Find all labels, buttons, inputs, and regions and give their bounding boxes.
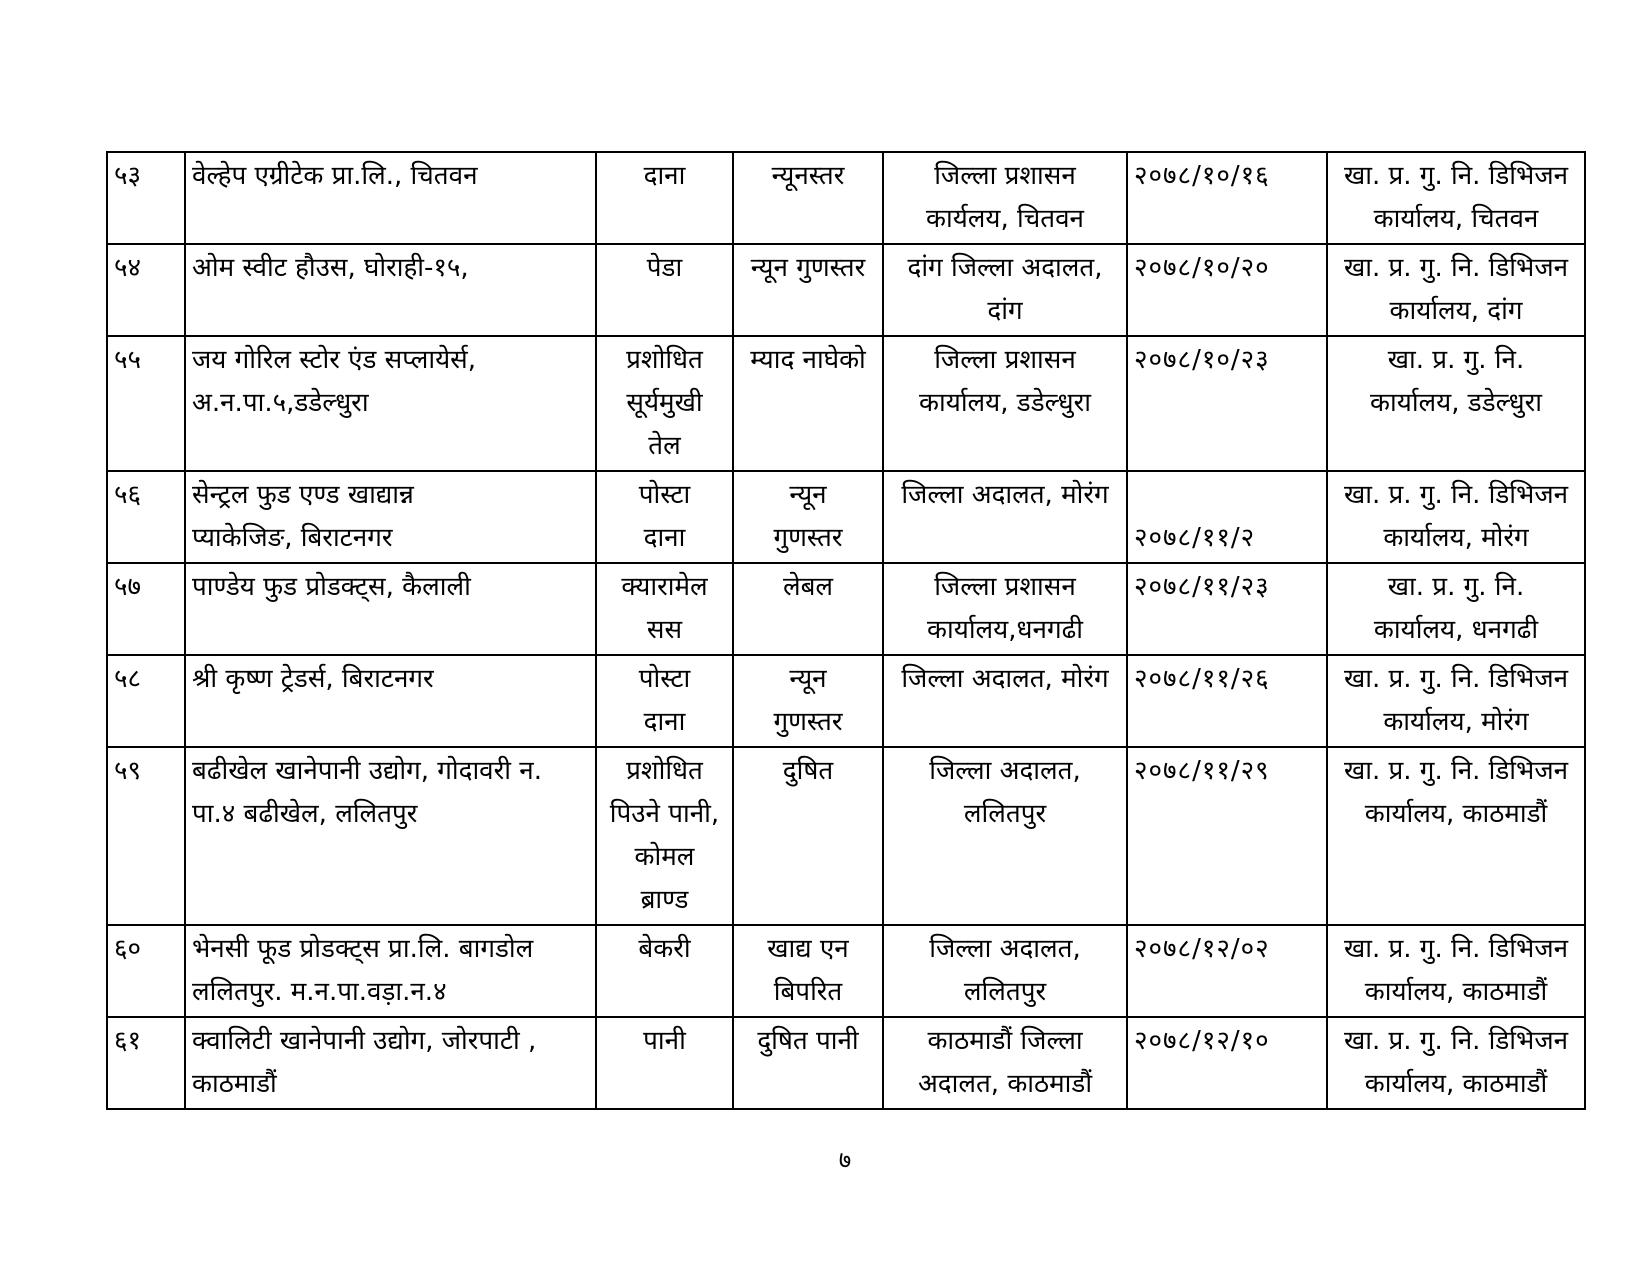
office-cell <box>1327 925 1585 1017</box>
court-cell <box>883 336 1127 471</box>
product-line: बेकरी <box>638 934 691 964</box>
court-cell <box>883 747 1127 925</box>
row-number-text: ५६ <box>114 480 142 510</box>
table-row <box>107 244 1585 336</box>
product-cell <box>596 1017 733 1109</box>
date-text: २०७८/११/२ <box>1134 523 1256 553</box>
business-name-cell <box>185 471 596 563</box>
court-line: दांग <box>987 296 1023 326</box>
row-number-text: ६० <box>114 934 142 964</box>
row-number-text: ५८ <box>114 664 142 694</box>
product-cell <box>596 244 733 336</box>
office-line: कार्यालय, काठमाडौं <box>1364 977 1548 1007</box>
business-name-cell <box>185 747 596 925</box>
product-line: दाना <box>643 161 686 191</box>
product-line: सूर्यमुखी <box>626 388 703 418</box>
product-cell <box>596 152 733 244</box>
product-line: ब्राण्ड <box>640 885 689 915</box>
product-cell <box>596 747 733 925</box>
row-number <box>107 471 185 563</box>
business-name-cell <box>185 655 596 747</box>
office-cell <box>1327 471 1585 563</box>
office-line: खा. प्र. गु. नि. डिभिजन <box>1343 480 1569 510</box>
product-line: पोस्टा <box>638 664 691 694</box>
court-line: जिल्ला अदालत, मोरंग <box>901 480 1109 510</box>
date-text: २०७८/१०/२३ <box>1134 345 1270 375</box>
date-text: २०७८/११/२९ <box>1134 756 1270 786</box>
business-name-line: सेन्ट्रल फुड एण्ड खाद्यान्न <box>192 480 414 510</box>
office-line: खा. प्र. गु. नि. <box>1387 345 1525 375</box>
row-number-text: ५७ <box>114 572 142 602</box>
issue-cell <box>733 563 883 655</box>
office-line: कार्यालय, मोरंग <box>1383 707 1529 737</box>
court-cell <box>883 925 1127 1017</box>
office-cell <box>1327 336 1585 471</box>
business-name-line: ललितपुर. म.न.पा.वड़ा.न.४ <box>192 977 447 1007</box>
product-line: दाना <box>643 707 686 737</box>
row-number-text: ५९ <box>114 756 142 786</box>
issue-line: न्यून <box>789 480 827 510</box>
office-line: कार्यालय, काठमाडौं <box>1364 1069 1548 1099</box>
business-name-line: भेनसी फूड प्रोडक्ट्स प्रा.लि. बागडोल <box>192 934 534 964</box>
row-number-text: ५३ <box>114 161 142 191</box>
issue-line: लेबल <box>782 572 834 602</box>
business-name-line: वेल्हेप एग्रीटेक प्रा.लि., चितवन <box>192 161 478 191</box>
office-line: कार्यालय, दांग <box>1389 296 1523 326</box>
office-line: खा. प्र. गु. नि. डिभिजन <box>1343 161 1569 191</box>
date-cell <box>1127 563 1327 655</box>
court-cell <box>883 1017 1127 1109</box>
date-text: २०७८/१२/१० <box>1134 1026 1270 1056</box>
court-line: कार्यालय, डडेल्धुरा <box>919 388 1091 418</box>
office-cell <box>1327 1017 1585 1109</box>
court-line: ललितपुर <box>963 799 1047 829</box>
product-line: पानी <box>643 1026 686 1056</box>
issue-cell <box>733 244 883 336</box>
office-cell <box>1327 563 1585 655</box>
product-cell <box>596 655 733 747</box>
business-name-line: श्री कृष्ण ट्रेडर्स, बिराटनगर <box>192 664 434 694</box>
date-cell <box>1127 471 1327 563</box>
product-line: पोस्टा <box>638 480 691 510</box>
office-line: कार्यालय, मोरंग <box>1383 523 1529 553</box>
business-name-line: काठमाडौं <box>192 1069 277 1099</box>
row-number <box>107 336 185 471</box>
date-text: २०७८/१०/१६ <box>1134 161 1270 191</box>
date-cell <box>1127 152 1327 244</box>
table-row <box>107 747 1585 925</box>
issue-line: बिपरित <box>773 977 843 1007</box>
product-line: दाना <box>643 523 686 553</box>
row-number <box>107 925 185 1017</box>
court-line: कार्यलय, चितवन <box>926 204 1084 234</box>
row-number <box>107 1017 185 1109</box>
row-number-text: ५५ <box>114 345 142 375</box>
office-cell <box>1327 747 1585 925</box>
product-line: प्रशोधित <box>626 756 703 786</box>
business-name-line: प्याकेजिङ, बिराटनगर <box>192 523 393 553</box>
court-line: जिल्ला अदालत, मोरंग <box>901 664 1109 694</box>
business-name-line: क्वालिटी खानेपानी उद्योग, जोरपाटी , <box>192 1026 537 1056</box>
date-cell <box>1127 244 1327 336</box>
row-number <box>107 244 185 336</box>
issue-cell <box>733 471 883 563</box>
date-text: २०७८/११/२३ <box>1134 572 1270 602</box>
page-number: ७ <box>838 1146 852 1174</box>
product-line: प्रशोधित <box>626 345 703 375</box>
table-row <box>107 471 1585 563</box>
court-line: जिल्ला अदालत, <box>929 934 1081 964</box>
office-line: खा. प्र. गु. नि. डिभिजन <box>1343 664 1569 694</box>
business-name-cell <box>185 152 596 244</box>
court-cell <box>883 655 1127 747</box>
office-line: खा. प्र. गु. नि. डिभिजन <box>1343 1026 1569 1056</box>
product-line: तेल <box>648 431 681 461</box>
table-row <box>107 925 1585 1017</box>
court-line: जिल्ला प्रशासन <box>934 345 1076 375</box>
date-text: २०७८/१२/०२ <box>1134 934 1270 964</box>
business-name-line: ओम स्वीट हौउस, घोराही-१५, <box>192 253 469 283</box>
business-name-cell <box>185 336 596 471</box>
issue-cell <box>733 747 883 925</box>
product-line: पिउने पानी, <box>609 799 720 829</box>
date-text: २०७८/१०/२० <box>1134 253 1270 283</box>
table-row <box>107 336 1585 471</box>
issue-cell <box>733 1017 883 1109</box>
issue-line: म्याद नाघेको <box>750 345 866 375</box>
issue-line: दुषित <box>782 756 834 786</box>
issue-cell <box>733 925 883 1017</box>
product-line: क्यारामेल <box>621 572 708 602</box>
table-row <box>107 655 1585 747</box>
row-number <box>107 655 185 747</box>
issue-line: गुणस्तर <box>773 523 843 553</box>
date-text: २०७८/११/२६ <box>1134 664 1270 694</box>
business-name-cell <box>185 1017 596 1109</box>
issue-cell <box>733 336 883 471</box>
business-name-cell <box>185 925 596 1017</box>
issue-line: खाद्य एन <box>767 934 849 964</box>
office-cell <box>1327 152 1585 244</box>
issue-cell <box>733 655 883 747</box>
table-row <box>107 152 1585 244</box>
office-line: कार्यालय, धनगढी <box>1373 615 1539 645</box>
product-line: पेडा <box>646 253 683 283</box>
issue-line: न्यून गुणस्तर <box>750 253 866 283</box>
date-cell <box>1127 1017 1327 1109</box>
date-cell <box>1127 925 1327 1017</box>
office-line: खा. प्र. गु. नि. डिभिजन <box>1343 253 1569 283</box>
court-line: अदालत, काठमाडौं <box>917 1069 1093 1099</box>
office-line: खा. प्र. गु. नि. डिभिजन <box>1343 934 1569 964</box>
row-number <box>107 747 185 925</box>
court-cell <box>883 471 1127 563</box>
row-number <box>107 563 185 655</box>
office-line: कार्यालय, काठमाडौं <box>1364 799 1548 829</box>
business-name-line: अ.न.पा.५,डडेल्धुरा <box>192 388 369 418</box>
issue-line: न्यूनस्तर <box>771 161 845 191</box>
court-cell <box>883 244 1127 336</box>
court-line: ललितपुर <box>963 977 1047 1007</box>
row-number-text: ५४ <box>114 253 142 283</box>
office-line: कार्यालय, डडेल्धुरा <box>1370 388 1542 418</box>
date-cell <box>1127 655 1327 747</box>
office-line: खा. प्र. गु. नि. डिभिजन <box>1343 756 1569 786</box>
business-name-cell <box>185 244 596 336</box>
business-name-line: पा.४ बढीखेल, ललितपुर <box>192 799 418 829</box>
issue-line: दुषित पानी <box>757 1026 859 1056</box>
office-cell <box>1327 655 1585 747</box>
court-line: जिल्ला प्रशासन <box>934 161 1076 191</box>
business-name-cell <box>185 563 596 655</box>
office-line: कार्यालय, चितवन <box>1373 204 1539 234</box>
product-line: सस <box>646 615 683 645</box>
issue-line: न्यून <box>789 664 827 694</box>
court-cell <box>883 563 1127 655</box>
office-line: खा. प्र. गु. नि. <box>1387 572 1525 602</box>
court-line: जिल्ला प्रशासन <box>934 572 1076 602</box>
records-table <box>106 151 1586 1110</box>
business-name-line: बढीखेल खानेपानी उद्योग, गोदावरी न. <box>192 756 542 786</box>
product-cell <box>596 563 733 655</box>
court-cell <box>883 152 1127 244</box>
date-cell <box>1127 336 1327 471</box>
court-line: जिल्ला अदालत, <box>929 756 1081 786</box>
product-cell <box>596 471 733 563</box>
court-line: कार्यालय,धनगढी <box>927 615 1083 645</box>
table-row <box>107 563 1585 655</box>
court-line: दांग जिल्ला अदालत, <box>907 253 1103 283</box>
business-name-line: जय गोरिल स्टोर एंड सप्लायेर्स, <box>192 345 477 375</box>
business-name-line: पाण्डेय फुड प्रोडक्ट्स, कैलाली <box>192 572 471 602</box>
court-line: काठमाडौं जिल्ला <box>927 1026 1083 1056</box>
issue-cell <box>733 152 883 244</box>
product-cell <box>596 925 733 1017</box>
date-cell <box>1127 747 1327 925</box>
row-number-text: ६१ <box>114 1026 142 1056</box>
office-cell <box>1327 244 1585 336</box>
row-number <box>107 152 185 244</box>
table-row <box>107 1017 1585 1109</box>
product-cell <box>596 336 733 471</box>
product-line: कोमल <box>634 842 695 872</box>
issue-line: गुणस्तर <box>773 707 843 737</box>
